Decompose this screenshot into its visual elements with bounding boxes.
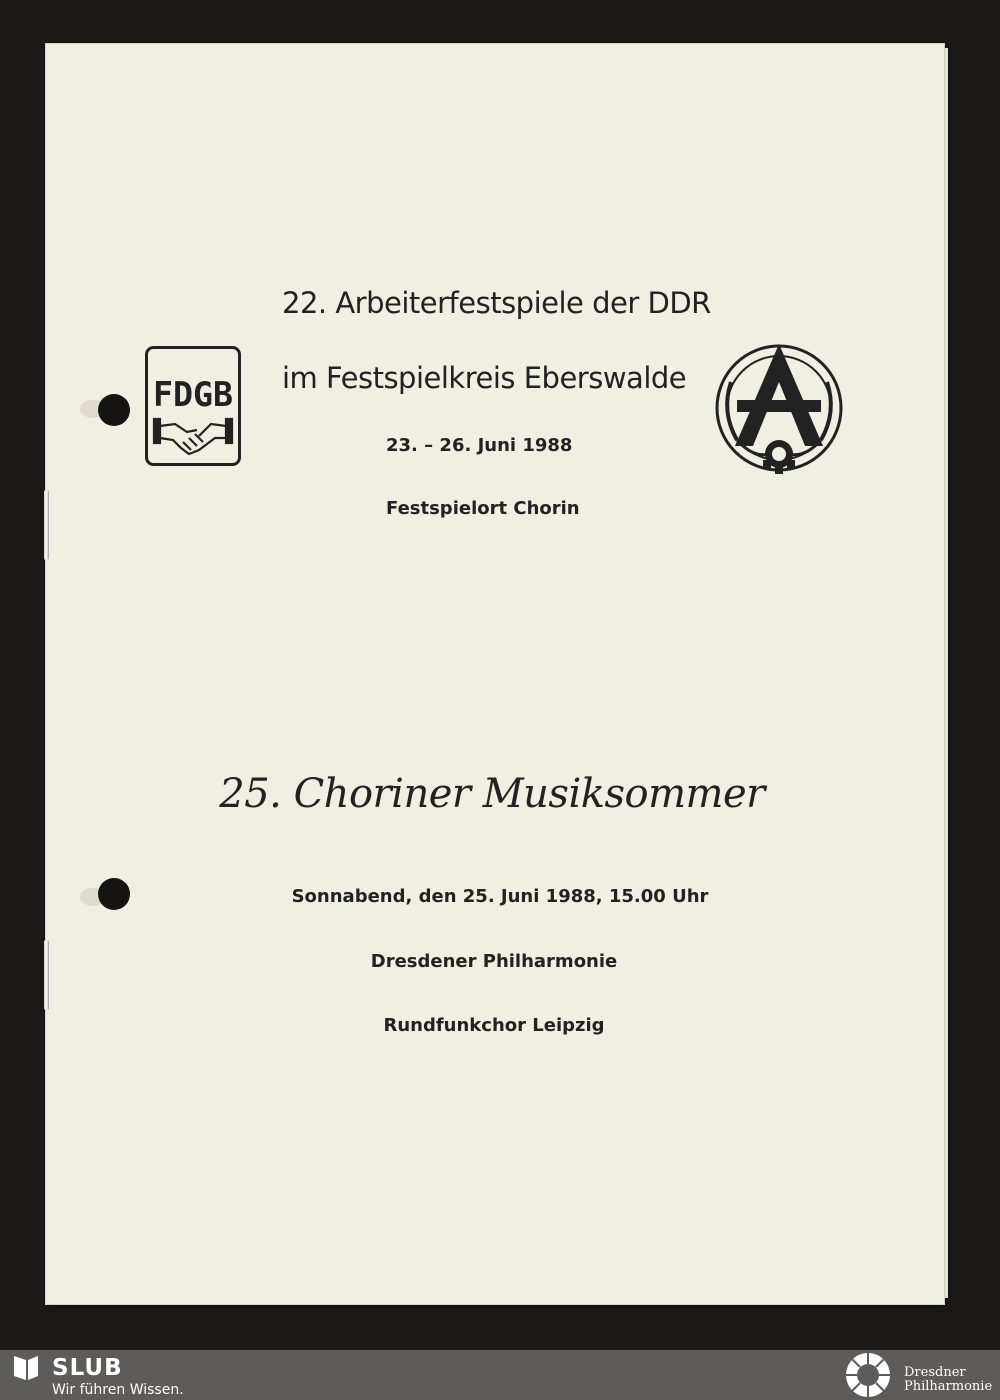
staple xyxy=(44,490,49,560)
partner-name-line2[interactable]: Philharmonie xyxy=(904,1379,993,1394)
performer-orchestra: Dresdener Philharmonie xyxy=(370,951,618,972)
fdgb-logo xyxy=(145,346,241,466)
event-date: Sonnabend, den 25. Juni 1988, 15.00 Uhr xyxy=(291,886,709,907)
concert-series-title: 25. Choriner Musiksommer xyxy=(219,771,765,817)
dresdner-philharmonie-logo-icon xyxy=(842,1351,894,1399)
festival-dates: 23. – 26. Juni 1988 xyxy=(386,435,573,456)
punch-hole xyxy=(98,394,130,426)
slub-logo-icon xyxy=(12,1354,40,1382)
performer-choir: Rundfunkchor Leipzig xyxy=(383,1015,605,1036)
handshake-icon xyxy=(154,419,232,454)
festival-subheader: im Festspielkreis Eberswalde xyxy=(282,361,687,395)
slub-brand[interactable]: SLUB xyxy=(52,1355,123,1381)
partner-name-line1[interactable]: Dresdner xyxy=(904,1365,966,1380)
fdgb-logo-text: FDGB xyxy=(153,375,233,415)
page-edge xyxy=(945,48,948,1298)
arbeiterfestspiele-emblem xyxy=(713,342,845,476)
document-page xyxy=(46,44,944,1304)
festival-header: 22. Arbeiterfestspiele der DDR xyxy=(282,286,711,320)
arbeiterfestspiele-emblem-icon xyxy=(717,344,841,474)
festival-venue: Festspielort Chorin xyxy=(386,498,580,519)
slub-tagline: Wir führen Wissen. xyxy=(52,1382,184,1398)
